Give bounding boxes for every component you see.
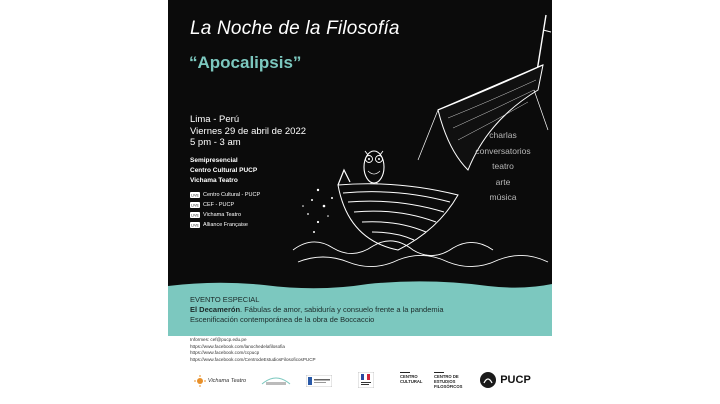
svg-text:LIVE: LIVE (191, 223, 199, 228)
embassy-logo (358, 372, 374, 388)
event-time: 5 pm - 3 am (190, 137, 241, 148)
stream-label: CEF - PUCP (203, 202, 235, 208)
facebook-live-icon (190, 212, 200, 218)
pucp-logo (474, 370, 536, 390)
svg-text:LIVE: LIVE (191, 203, 199, 208)
stream-item[interactable] (190, 200, 260, 210)
poster-subtitle: “Apocalipsis” (189, 53, 302, 72)
contact-info (190, 337, 316, 363)
stream-label: Vichama Teatro (203, 212, 242, 218)
pucp-logo-text: PUCP (500, 374, 531, 386)
event-city: Lima - Perú (190, 114, 240, 125)
activity-item: conversatorios (475, 145, 531, 156)
live-stream-list (190, 190, 260, 230)
special-event-desc: . Fábulas de amor, sabiduría y consuelo frente a la pandemia (240, 305, 444, 314)
cef-text: CENTRO DE ESTUDIOS FILOSÓFICOS (434, 374, 463, 389)
poster (168, 0, 552, 404)
sponsor-logo (260, 370, 292, 388)
special-event-name: El Decamerón (190, 305, 241, 314)
contact-email[interactable]: Informes: cef@pucp.edu.pe (190, 337, 247, 342)
event-when-where (190, 114, 306, 149)
centro-cultural-text: CENTRO CULTURAL (400, 374, 423, 384)
facebook-live-icon (190, 222, 200, 228)
activity-item: teatro (492, 161, 514, 171)
activity-item: música (489, 192, 517, 202)
facebook-live-icon (190, 192, 200, 198)
stream-item[interactable] (190, 220, 260, 230)
poster-title: La Noche de la Filosofía (190, 18, 400, 39)
activities-list (458, 128, 548, 206)
vichama-logo-text: Vichama Teatro (207, 378, 247, 384)
stream-item[interactable] (190, 210, 260, 220)
alliance-francaise-logo (306, 374, 332, 386)
svg-text:LIVE: LIVE (191, 213, 199, 218)
event-date: Viernes 29 de abril de 2022 (190, 125, 307, 137)
sun-icon (194, 375, 206, 387)
event-venues (190, 156, 257, 186)
svg-text:LIVE: LIVE (191, 193, 199, 198)
special-event-title (190, 305, 444, 314)
special-event-label: EVENTO ESPECIAL (190, 295, 260, 304)
facebook-live-icon (190, 202, 200, 208)
event-mode: Semipresencial (190, 157, 238, 164)
centro-cultural-logo (400, 372, 430, 388)
contact-link[interactable]: https://www.facebook.com/CentrodeEstudiosFilosoficosPUCP (190, 356, 316, 362)
activity-item: charlas (489, 130, 517, 140)
venue-1: Centro Cultural PUCP (190, 167, 258, 174)
stream-label: Centro Cultural - PUCP (203, 192, 261, 198)
pucp-emblem-icon (479, 371, 497, 389)
contact-link[interactable]: https://www.facebook.com/lanochedelafilosofia (190, 343, 285, 349)
contact-link[interactable]: https://www.facebook.com/ccpucp (190, 350, 260, 355)
stream-label: Alliance Française (203, 222, 248, 228)
cef-logo (434, 372, 470, 390)
special-event-subtitle: Escenificación contemporánea de la obra de Boccaccio (190, 315, 375, 324)
vichama-logo (190, 372, 250, 390)
stream-item[interactable] (190, 190, 260, 200)
venue-2: Vichama Teatro (190, 177, 238, 184)
activity-item: arte (495, 176, 511, 187)
